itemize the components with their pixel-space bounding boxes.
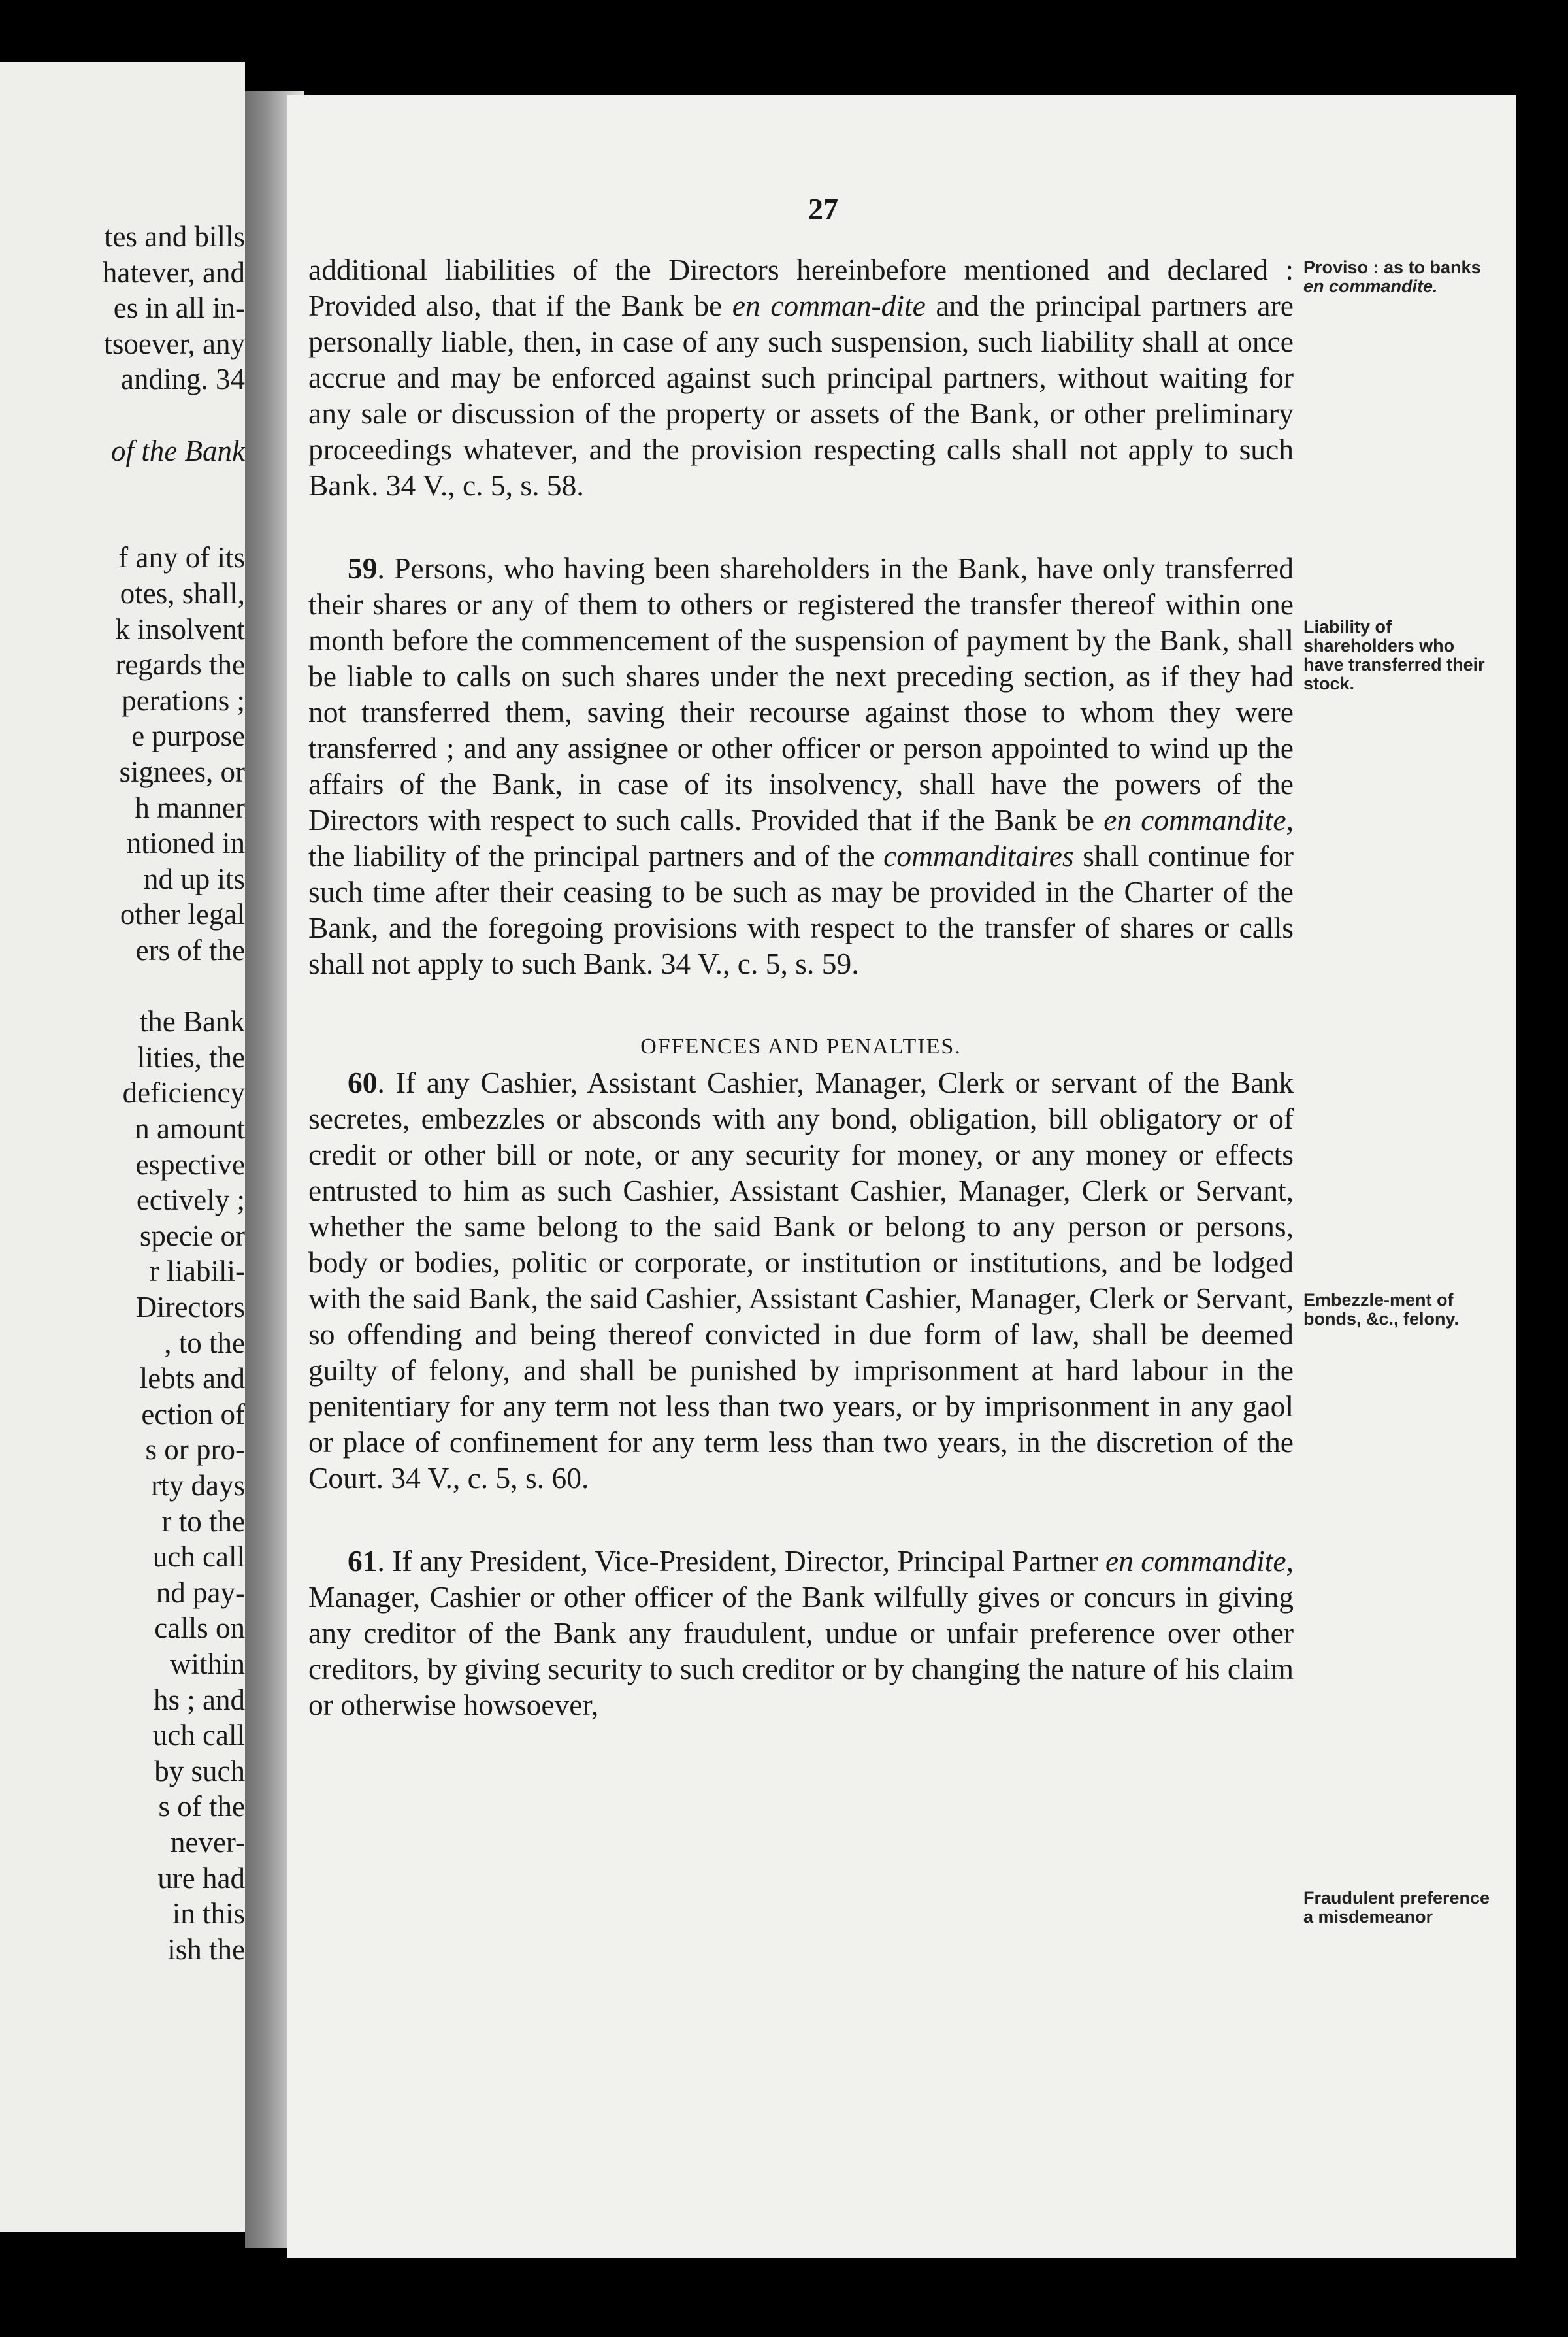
section-number: 61: [348, 1544, 378, 1578]
left-page-line: ers of the: [135, 934, 245, 967]
left-page-line: otes, shall,: [120, 577, 245, 610]
left-page-line: h manner: [135, 791, 245, 824]
left-page-line: ntioned in: [126, 827, 245, 860]
left-page-line: n amount: [135, 1112, 245, 1145]
left-page-line: hatever, and: [102, 256, 245, 289]
section-61-paragraph: 61. If any President, Vice-President, Director, Principal Partner en commandite, Manager, Cashier or other officer of the Bank wilfully gives or concurs in giving any creditor of the Bank any fraudulent, undue or unfair preference over other creditors, by giving security to such creditor or by changing the nature of his claim or otherwise howsoever,: [308, 1544, 1294, 1721]
left-page-line: nd up its: [143, 862, 245, 895]
left-page-line: ure had: [157, 1861, 245, 1895]
left-page-line: lebts and: [139, 1362, 245, 1395]
left-page-line: of the Bank: [111, 434, 245, 467]
sidenote-fraudulent: Fraudulent preference a misdemeanor: [1303, 1888, 1490, 1927]
left-page-line: tes and bills: [105, 220, 245, 253]
left-page-line: never-: [170, 1826, 245, 1859]
left-page-line: uch call: [152, 1719, 245, 1752]
left-page-line: in this: [172, 1897, 245, 1931]
sidenote-liability: Liability of shareholders who have transferred their stock.: [1303, 617, 1485, 693]
left-page-line: within: [169, 1648, 245, 1680]
left-facing-page: [0, 62, 245, 2232]
section-number: 60: [348, 1066, 378, 1099]
left-page-line: anding. 34: [121, 363, 245, 396]
main-text-column: [308, 252, 1294, 1723]
left-page-line: signees, or: [119, 755, 245, 788]
left-page-line: rty days: [151, 1469, 245, 1502]
left-page-line: uch call: [152, 1540, 245, 1574]
left-page-line: the Bank: [139, 1005, 245, 1038]
left-page-line: Directors: [135, 1291, 245, 1323]
left-page-line: specie or: [139, 1219, 245, 1252]
section-number: 59: [348, 552, 378, 585]
left-page-line: r to the: [161, 1504, 245, 1538]
left-page-line: regards the: [115, 648, 245, 682]
page-number: 27: [808, 192, 838, 225]
left-page-line: s or pro-: [145, 1433, 245, 1467]
sidenote-proviso: Proviso : as to banks en commandite.: [1303, 257, 1481, 296]
left-page-line: f any of its: [118, 541, 245, 574]
left-page-line: k insolvent: [115, 612, 245, 646]
left-page-line: , to the: [164, 1326, 245, 1359]
continuation-paragraph: additional liabilities of the Directors hereinbefore mentioned and declared : Provided also, that if the Bank be en comman-dite and the principal partners are personally liable, then, in case of any such suspension, such liability shall at once accrue and may be enforced against such principal partners, without waiting for any sale or discussion of the property or assets of the Bank, or other preliminary proceedings whatever, and the provision respecting calls shall not apply to such Bank. 34 V., c. 5, s. 58.: [308, 253, 1294, 502]
left-page-line: tsoever, any: [104, 327, 245, 360]
left-page-line: espective: [135, 1148, 245, 1181]
left-page-line: e purpose: [131, 720, 245, 753]
left-page-line: other legal: [120, 898, 245, 931]
left-page-line: r liabili-: [149, 1255, 245, 1288]
left-page-line: ish the: [167, 1932, 245, 1966]
left-page-line: nd pay-: [155, 1576, 245, 1609]
left-page-line: deficiency: [122, 1076, 245, 1110]
section-60-paragraph: 60. If any Cashier, Assistant Cashier, Manager, Clerk or servant of the Bank secretes, embezzles or absconds with any bond, obligation, bill obligatory or of credit or other bill or note, or any security for money, or any money or effects entrusted to him as such Cashier, Assistant Cashier, Manager, Clerk or Servant, whether the same belong to the said Bank or belong to any person or persons, body or bodies, politic or corporate, or institution or institutions, and be lodged with the said Bank, the said Cashier, Assistant Cashier, Manager, Clerk or Servant, so offending and being thereof convicted in due form of law, shall be deemed guilty of felony, and shall be punished by imprisonment at hard labour in the penitentiary for any term not less than two years, or by imprisonment in any gaol or place of confinement for any term less than two years, in the discretion of the Court. 34 V., c. 5, s. 60.: [308, 1066, 1294, 1495]
left-page-line: es in all in-: [113, 291, 245, 325]
left-page-line: ection of: [141, 1397, 245, 1431]
left-page-line: ectively ;: [136, 1184, 245, 1217]
right-page: [287, 95, 1516, 2258]
left-page-line: lities, the: [137, 1040, 245, 1074]
left-page-line: by such: [154, 1754, 245, 1787]
section-59-paragraph: 59. Persons, who having been shareholders in the Bank, have only transferred their shares or any of them to others or registered the transfer thereof within one month before the commencement of the suspension of payment by the Bank, shall be liable to calls on such shares under the next preceding section, as if they had not transferred them, saving their recourse against those to whom they were transferred ; and any assignee or other officer or person appointed to wind up the affairs of the Bank, in case of its insolvency, shall have the powers of the Directors with respect to such calls. Provided that if the Bank be en commandite, the liability of the principal partners and of the commanditaires shall continue for such time after their ceasing to be such as may be provided in the Charter of the Bank, and the foregoing provisions with respect to the transfer of shares or calls shall not apply to such Bank. 34 V., c. 5, s. 59.: [308, 552, 1294, 980]
left-page-line: hs ; and: [154, 1683, 245, 1716]
left-page-line: calls on: [154, 1612, 245, 1645]
left-page-line: s of the: [158, 1790, 245, 1823]
left-page-line: perations ;: [122, 684, 245, 717]
sidenote-embezzlement: Embezzle-ment of bonds, &c., felony.: [1303, 1290, 1460, 1329]
section-heading: OFFENCES AND PENALTIES.: [640, 1035, 962, 1059]
